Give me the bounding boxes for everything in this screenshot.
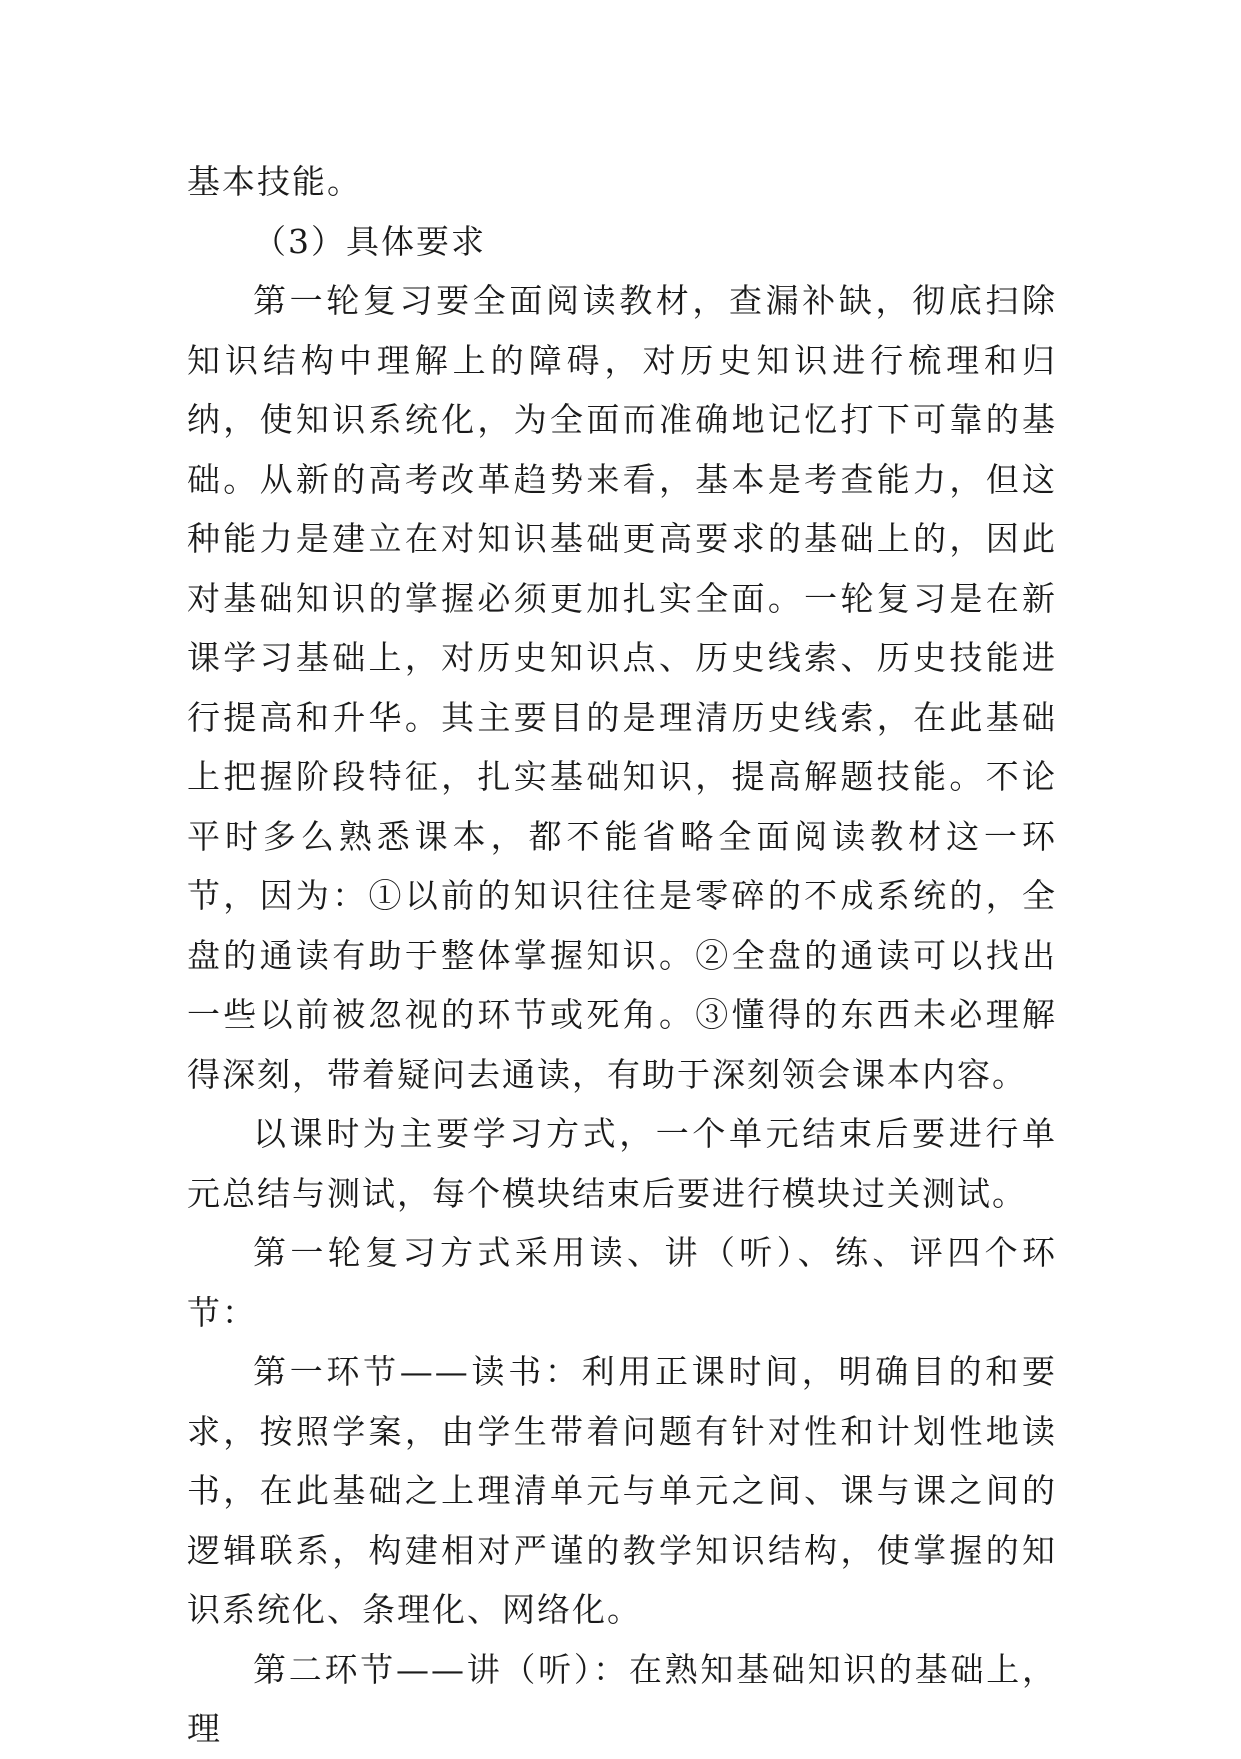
body-text [187, 152, 1057, 1759]
paragraph-continuation: 基本技能。 [187, 162, 362, 201]
paragraph-stage-one: 第一环节——读书：利用正课时间，明确目的和要求，按照学案，由学生带着问题有针对性和计划性地读书，在此基础之上理清单元与单元之间、课与课之间的逻辑联系，构建相对严谨的教学知识结构，使掌握的知识系统化、条理化、网络化。 [187, 1352, 1057, 1629]
paragraph-lesson-method: 以课时为主要学习方式，一个单元结束后要进行单元总结与测试，每个模块结束后要进行模块过关测试。 [187, 1114, 1057, 1213]
paragraph-first-round-review: 第一轮复习要全面阅读教材，查漏补缺，彻底扫除知识结构中理解上的障碍，对历史知识进行梳理和归纳，使知识系统化，为全面而准确地记忆打下可靠的基础。从新的高考改革趋势来看，基本是考查能力，但这种能力是建立在对知识基础更高要求的基础上的，因此对基础知识的掌握必须更加扎实全面。一轮复习是在新课学习基础上，对历史知识点、历史线索、历史技能进行提高和升华。其主要目的是理清历史线索，在此基础上把握阶段特征，扎实基础知识，提高解题技能。不论平时多么熟悉课本，都不能省略全面阅读教材这一环节，因为：①以前的知识往往是零碎的不成系统的，全盘的通读有助于整体掌握知识。②全盘的通读可以找出一些以前被忽视的环节或死角。③懂得的东西未必理解得深刻，带着疑问去通读，有助于深刻领会课本内容。 [187, 281, 1057, 1094]
section-heading: （3）具体要求 [253, 221, 486, 261]
paragraph-four-stages: 第一轮复习方式采用读、讲（听）、练、评四个环节： [187, 1233, 1057, 1332]
paragraph-stage-two: 第二环节——讲（听）：在熟知基础知识的基础上，理 [187, 1649, 1057, 1748]
